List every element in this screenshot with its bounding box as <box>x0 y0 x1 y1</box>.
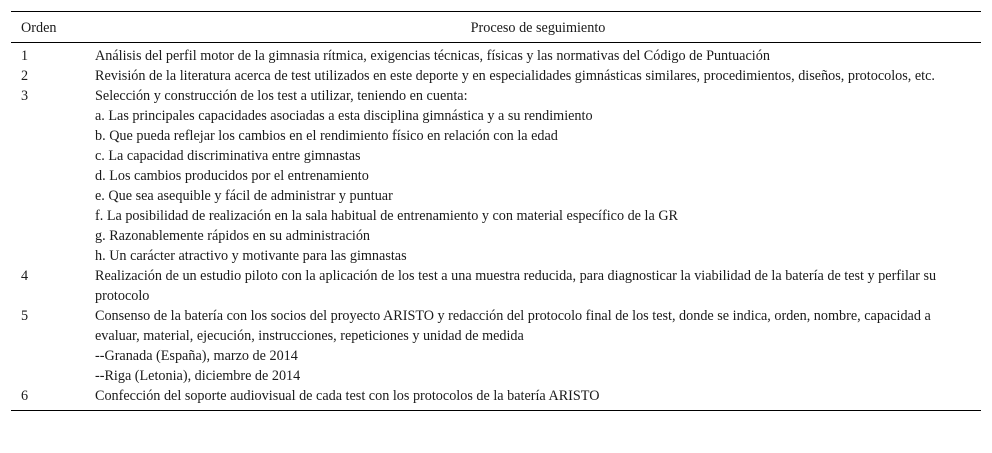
table-header-row <box>11 12 981 43</box>
criterion-item: h. Un carácter atractivo y motivante para las gimnastas <box>95 248 407 264</box>
table-row <box>11 266 981 306</box>
row-description <box>95 386 981 411</box>
row-number: 1 <box>21 48 29 64</box>
description-line: Selección y construcción de los test a utilizar, teniendo en cuenta: <box>95 88 468 104</box>
criterion-item: c. La capacidad discriminativa entre gimnastas <box>95 148 361 164</box>
criterion-item: d. Los cambios producidos por el entrenamiento <box>95 168 369 184</box>
description-line: Consenso de la batería con los socios del proyecto ARISTO y redacción del protocolo final de los test, donde se indica, orden, nombre, capacidad a evaluar, material, ejecución, instrucciones, repeticiones y unidad de medida <box>95 308 931 344</box>
table-row <box>11 386 981 411</box>
criterion-item: f. La posibilidad de realización en la sala habitual de entrenamiento y con material específico de la GR <box>95 208 679 224</box>
description-line: Confección del soporte audiovisual de cada test con los protocolos de la batería ARISTO <box>95 388 600 404</box>
description-line: Análisis del perfil motor de la gimnasia rítmica, exigencias técnicas, físicas y las normativas del Código de Puntuación <box>95 48 770 64</box>
row-description <box>95 43 981 67</box>
row-description <box>95 66 981 86</box>
table-row <box>11 43 981 67</box>
header-proceso: Proceso de seguimiento <box>95 12 981 43</box>
criterion-item: e. Que sea asequible y fácil de administrar y puntuar <box>95 188 393 204</box>
row-number: 5 <box>21 308 29 324</box>
row-description <box>95 86 981 266</box>
table-row <box>11 86 981 266</box>
table-row <box>11 306 981 386</box>
row-number: 2 <box>21 68 29 84</box>
description-line: Realización de un estudio piloto con la aplicación de los test a una muestra reducida, para diagnosticar la viabilidad de la batería de test y perfilar su protocolo <box>95 268 937 304</box>
description-line: Revisión de la literatura acerca de test utilizados en este deporte y en especialidades gimnásticas similares, procedimientos, diseños, protocolos, etc. <box>95 68 935 84</box>
row-number: 6 <box>11 386 95 411</box>
process-table <box>11 11 981 411</box>
row-number: 3 <box>21 88 29 104</box>
meeting-item: --Granada (España), marzo de 2014 <box>95 348 298 364</box>
header-orden: Orden <box>11 12 95 43</box>
table-row <box>11 66 981 86</box>
criterion-item: g. Razonablemente rápidos en su administración <box>95 228 371 244</box>
row-description <box>95 306 981 386</box>
meeting-item: --Riga (Letonia), diciembre de 2014 <box>95 368 301 384</box>
row-description <box>95 266 981 306</box>
criterion-item: b. Que pueda reflejar los cambios en el rendimiento físico en relación con la edad <box>95 128 558 144</box>
criterion-item: a. Las principales capacidades asociadas a esta disciplina gimnástica y a su rendimiento <box>95 108 593 124</box>
row-number: 4 <box>21 268 29 284</box>
